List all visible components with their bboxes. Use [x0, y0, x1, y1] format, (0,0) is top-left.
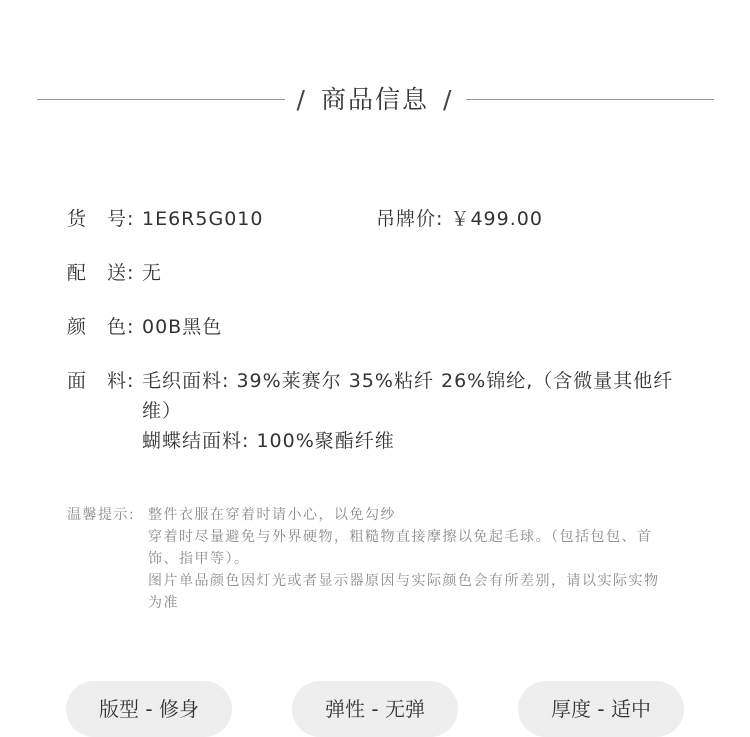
material-row — [67, 366, 687, 452]
price-value: ￥499.00 — [450, 208, 543, 230]
title-slash-left: / — [296, 85, 307, 114]
tag-price — [376, 204, 543, 234]
material-label: 面 料: — [67, 370, 135, 392]
notice-lines — [148, 504, 673, 614]
material-line-bow: 蝴蝶结面料: 100%聚酯纤维 — [142, 430, 395, 452]
product-info — [67, 204, 687, 452]
section-header — [0, 84, 750, 116]
thickness-badge: 厚度 - 适中 — [518, 681, 684, 737]
attribute-badges — [0, 681, 750, 737]
color-row — [67, 312, 687, 342]
notice-line: 穿着时尽量避免与外界硬物，粗糙物直接摩擦以免起毛球。（包括包包、首饰、指甲等）。 — [148, 529, 653, 567]
section-title-text: 商品信息 — [320, 85, 429, 114]
fit-badge: 版型 - 修身 — [66, 681, 232, 737]
material-line-main: 毛织面料: 39%莱赛尔 35%粘纤 26%锦纶,（含微量其他纤维） — [142, 370, 674, 422]
material-value — [142, 366, 677, 456]
article-value: 1E6R5G010 — [142, 208, 264, 230]
notice-label: 温馨提示: — [67, 507, 136, 523]
delivery-row — [67, 258, 687, 288]
price-label: 吊牌价: — [376, 208, 444, 230]
notice-line: 图片单品颜色因灯光或者显示器原因与实际颜色会有所差别，请以实际实物为准 — [148, 573, 660, 611]
title-slash-right: / — [443, 85, 454, 114]
article-label: 货 号: — [67, 208, 135, 230]
article-row — [67, 204, 687, 234]
color-value: 00B黑色 — [142, 316, 223, 338]
color-label: 颜 色: — [67, 316, 135, 338]
notice-line: 整件衣服在穿着时请小心，以免勾纱 — [148, 507, 396, 523]
section-title — [0, 84, 750, 116]
elasticity-badge: 弹性 - 无弹 — [292, 681, 458, 737]
delivery-label: 配 送: — [67, 262, 135, 284]
delivery-value: 无 — [142, 262, 163, 284]
